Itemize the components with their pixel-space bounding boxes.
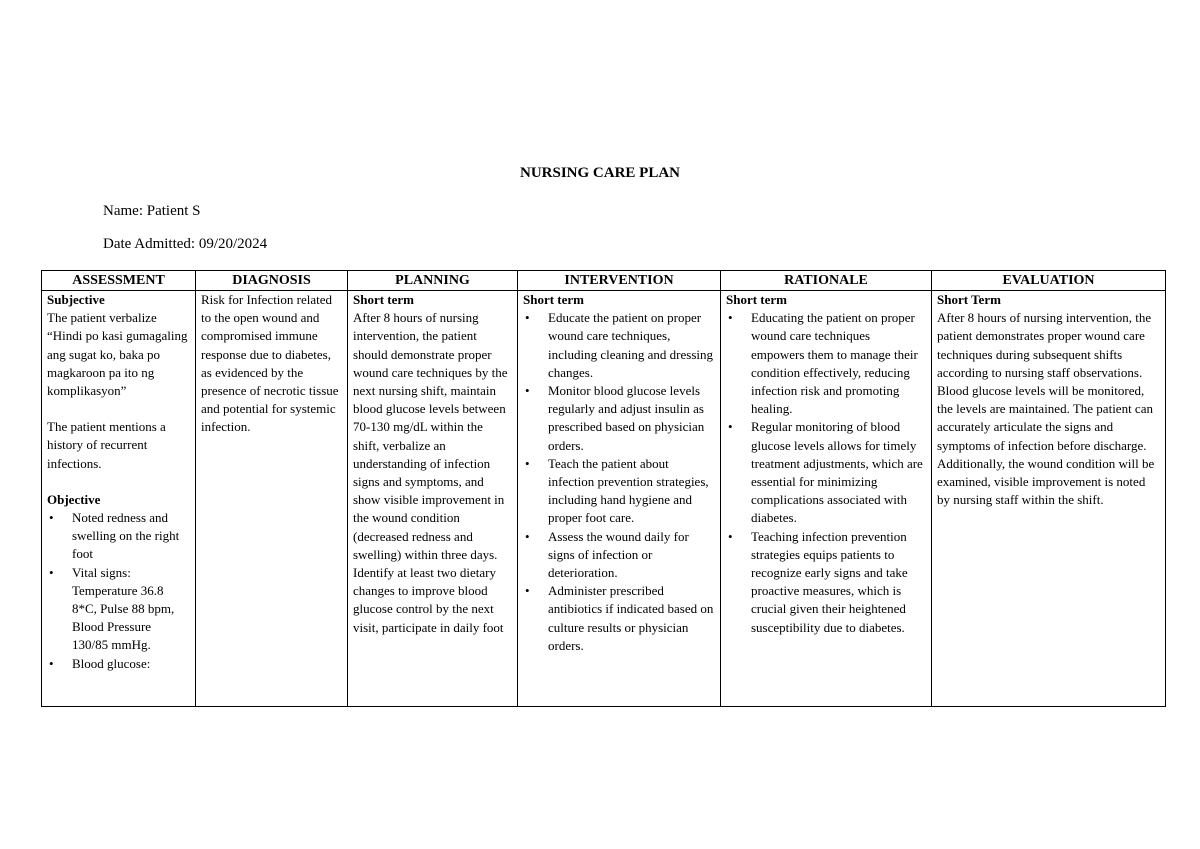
list-item: • Teach the patient about infection prevention strategies, including hand hygiene and proper foot care.: [523, 455, 715, 528]
diagnosis-text: Risk for Infection related to the open wound and compromised immune response due to diabetes, as evidenced by the presence of necrotic tissue and potential for systemic infection.: [201, 292, 339, 435]
planning-cell: [348, 291, 518, 707]
planning-label: Short term: [353, 292, 415, 307]
planning-text: After 8 hours of nursing intervention, the patient should demonstrate proper wound care techniques by the next nursing shift, maintain blood glucose levels between 70-130 mg/dL within the shift, verbalize an understanding of infection signs and symptoms, and show visible improvement in the wound condition (decreased redness and swelling) within three days. Identify at least two dietary changes to improve blood glucose control by the next visit, participate in daily foot: [353, 310, 508, 635]
rationale-cell: [721, 291, 932, 707]
patient-name: Name: Patient S: [103, 203, 201, 219]
assessment-cell: [42, 291, 196, 707]
list-item: • Vital signs: Temperature 36.8 8*C, Pulse 88 bpm, Blood Pressure 130/85 mmHg.: [47, 564, 190, 655]
header-planning: PLANNING: [348, 271, 518, 291]
evaluation-cell: [932, 291, 1166, 707]
header-rationale: RATIONALE: [721, 271, 932, 291]
evaluation-label: Short Term: [937, 292, 1001, 307]
header-evaluation: EVALUATION: [932, 271, 1166, 291]
list-item: • Teaching infection prevention strategies equips patients to recognize early signs and take proactive measures, which is crucial given their heightened susceptibility due to diabetes.: [726, 528, 926, 637]
document-title: NURSING CARE PLAN: [519, 165, 680, 181]
objective-list: [47, 509, 190, 673]
care-plan-table: [41, 270, 1166, 707]
list-item: • Regular monitoring of blood glucose levels allows for timely treatment adjustments, which are essential for minimizing complications associated with diabetes.: [726, 418, 926, 527]
evaluation-text: After 8 hours of nursing intervention, the patient demonstrates proper wound care techniques during subsequent shifts according to nursing staff observations. Blood glucose levels will be monitored, the levels are maintained. The patient can accurately articulate the signs and symptoms of infection before discharge. Additionally, the wound condition will be examined, visible improvement is noted by nursing staff within the shift.: [937, 310, 1155, 508]
intervention-label: Short term: [523, 292, 585, 307]
date-admitted: Date Admitted: 09/20/2024: [103, 236, 268, 252]
diagnosis-cell: [196, 291, 348, 707]
list-item: • Monitor blood glucose levels regularly and adjust insulin as prescribed based on physician orders.: [523, 382, 715, 455]
header-assessment: ASSESSMENT: [42, 271, 196, 291]
table-header-row: [42, 271, 1166, 291]
list-item: • Administer prescribed antibiotics if indicated based on culture results or physician orders.: [523, 582, 715, 655]
header-diagnosis: DIAGNOSIS: [196, 271, 348, 291]
table-row: [42, 291, 1166, 707]
subjective-quote: The patient verbalize “Hindi po kasi gumagaling ang sugat ko, baka po magkaroon pa ito ng komplikasyon”: [47, 310, 188, 399]
rationale-list: [726, 309, 926, 637]
list-item: • Educating the patient on proper wound care techniques empowers them to manage their condition effectively, reducing infection risk and promoting healing.: [726, 309, 926, 418]
header-intervention: INTERVENTION: [518, 271, 721, 291]
list-item: • Educate the patient on proper wound care techniques, including cleaning and dressing changes.: [523, 309, 715, 382]
list-item: • Noted redness and swelling on the right foot: [47, 509, 190, 564]
intervention-list: [523, 309, 715, 655]
subjective-history: The patient mentions a history of recurrent infections.: [47, 419, 166, 471]
list-item: • Blood glucose:: [47, 655, 190, 673]
objective-label: Objective: [47, 491, 101, 507]
subjective-label: Subjective: [47, 292, 105, 307]
list-item: • Assess the wound daily for signs of infection or deterioration.: [523, 528, 715, 583]
intervention-cell: [518, 291, 721, 707]
rationale-label: Short term: [726, 292, 788, 307]
